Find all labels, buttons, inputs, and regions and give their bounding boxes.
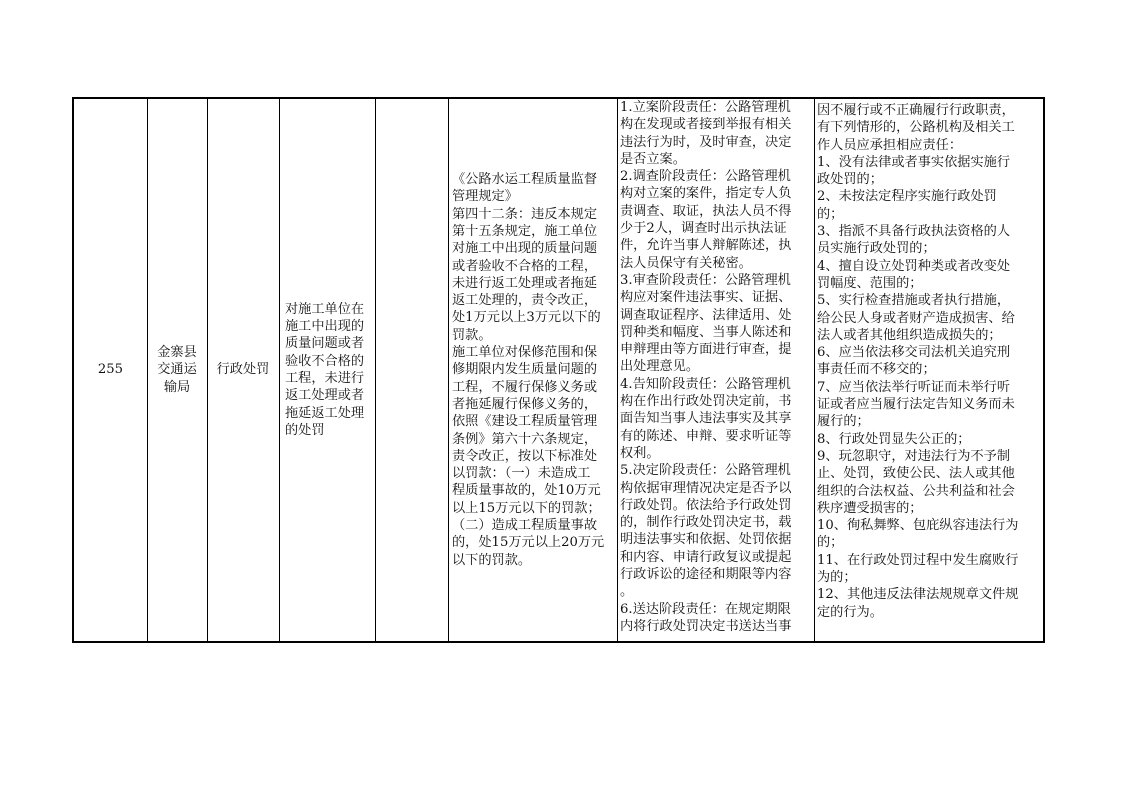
row-number-cell (74, 99, 147, 641)
item-name-cell (279, 99, 375, 641)
row-number: 255 (97, 362, 124, 378)
item-name: 对施工单位在 施工中出现的 质量问题或者 验收不合格的 工程，未进行 返工处理或者 拖延返工处理 的处罚 (285, 301, 365, 438)
category-cell (207, 99, 279, 641)
responsibility-table (72, 97, 1045, 643)
accountability: 因不履行或不正确履行行政职责， 有下列情形的，公路机构及相关工 作人员应承担相应责任： 1、没有法律或者事实依据实施行 政处罚的； 2、未按法定程序实施行政处罚 的； 3、指派不具备行政执法资格的人 员实施行政处罚的； 4、擅自设立处罚种类或者改变处 罚幅度、范围的； 5、实行检查措施或者执行措施， 给公民人身或者财产造成损害、给 法人或者其他组织造成损失的； 6、应当依法移交司法机关追究刑 事责任而不移交的； 7、应当依法举行听证而未举行听 证或者应当履行法定告知义务而未 履行的； 8、行政处罚显失公正的； 9、玩忽职守，对违法行为不予制 止、处罚，致使公民、法人或其他 组织的合法权益、公共利益和社会 秩序遭受损害的； 10、徇私舞弊、包庇纵容违法行为 的； 11、在行政处罚过程中发生腐败行 为的； 12、其他违反法律法规规章文件规 定的行为。 (817, 103, 1019, 620)
responsibilities-cell (617, 99, 814, 641)
sub-item-cell (375, 99, 448, 641)
responsibilities: 1.立案阶段责任：公路管理机 构在发现或者接到举报有相关 违法行为时，及时审查，决定 是否立案。 2.调查阶段责任：公路管理机 构对立案的案件，指定专人负 责调查、取证，执法人员不得 少于2人，调查时出示执法证 件，允许当事人辩解陈述，执 法人员保守有关秘密。 3.审查阶段责任：公路管理机 构应对案件违法事实、证据、 调查取证程序、法律适用、处 罚种类和幅度、当事人陈述和 申辩理由等方面进行审查，提 出处理意见。 4.告知阶段责任：公路管理机 构在作出行政处罚决定前，书 面告知当事人违法事实及其享 有的陈述、申辩、要求听证等 权利。 5.决定阶段责任：公路管理机 构依据审理情况决定是否予以 行政处罚。依法给予行政处罚 的，制作行政处罚决定书，载 明违法事实和依据、处罚依据 和内容、申请行政复议或提起 行政诉讼的途径和期限等内容 。 6.送达阶段责任：在规定期限 内将行政处罚决定书送达当事 (620, 100, 792, 634)
department-name: 金寨县 交通运 输局 (157, 345, 197, 395)
department-cell (147, 99, 207, 641)
legal-basis: 《公路水运工程质量监督 管理规定》 第四十二条：违反本规定 第十五条规定，施工单位 对施工中出现的质量问题 或者验收不合格的工程， 未进行返工处理或者拖延 返工处理的，责令改正， 处1万元以上3万元以下的 罚款。 施工单位对保修范围和保 修期限内发生质量问题的 工程，不履行保修义务或 者拖延履行保修义务的， 依照《建设工程质量管理 条例》第六十六条规定， 责令改正，按以下标准处 以罚款：（一）未造成工 程质量事故的，处10万元 以上15万元以下的罚款； （二）造成工程质量事故 的，处15万元以上20万元 以下的罚款。 (452, 172, 605, 568)
accountability-cell (814, 99, 1045, 641)
power-category: 行政处罚 (216, 362, 270, 378)
legal-basis-cell (448, 99, 617, 641)
